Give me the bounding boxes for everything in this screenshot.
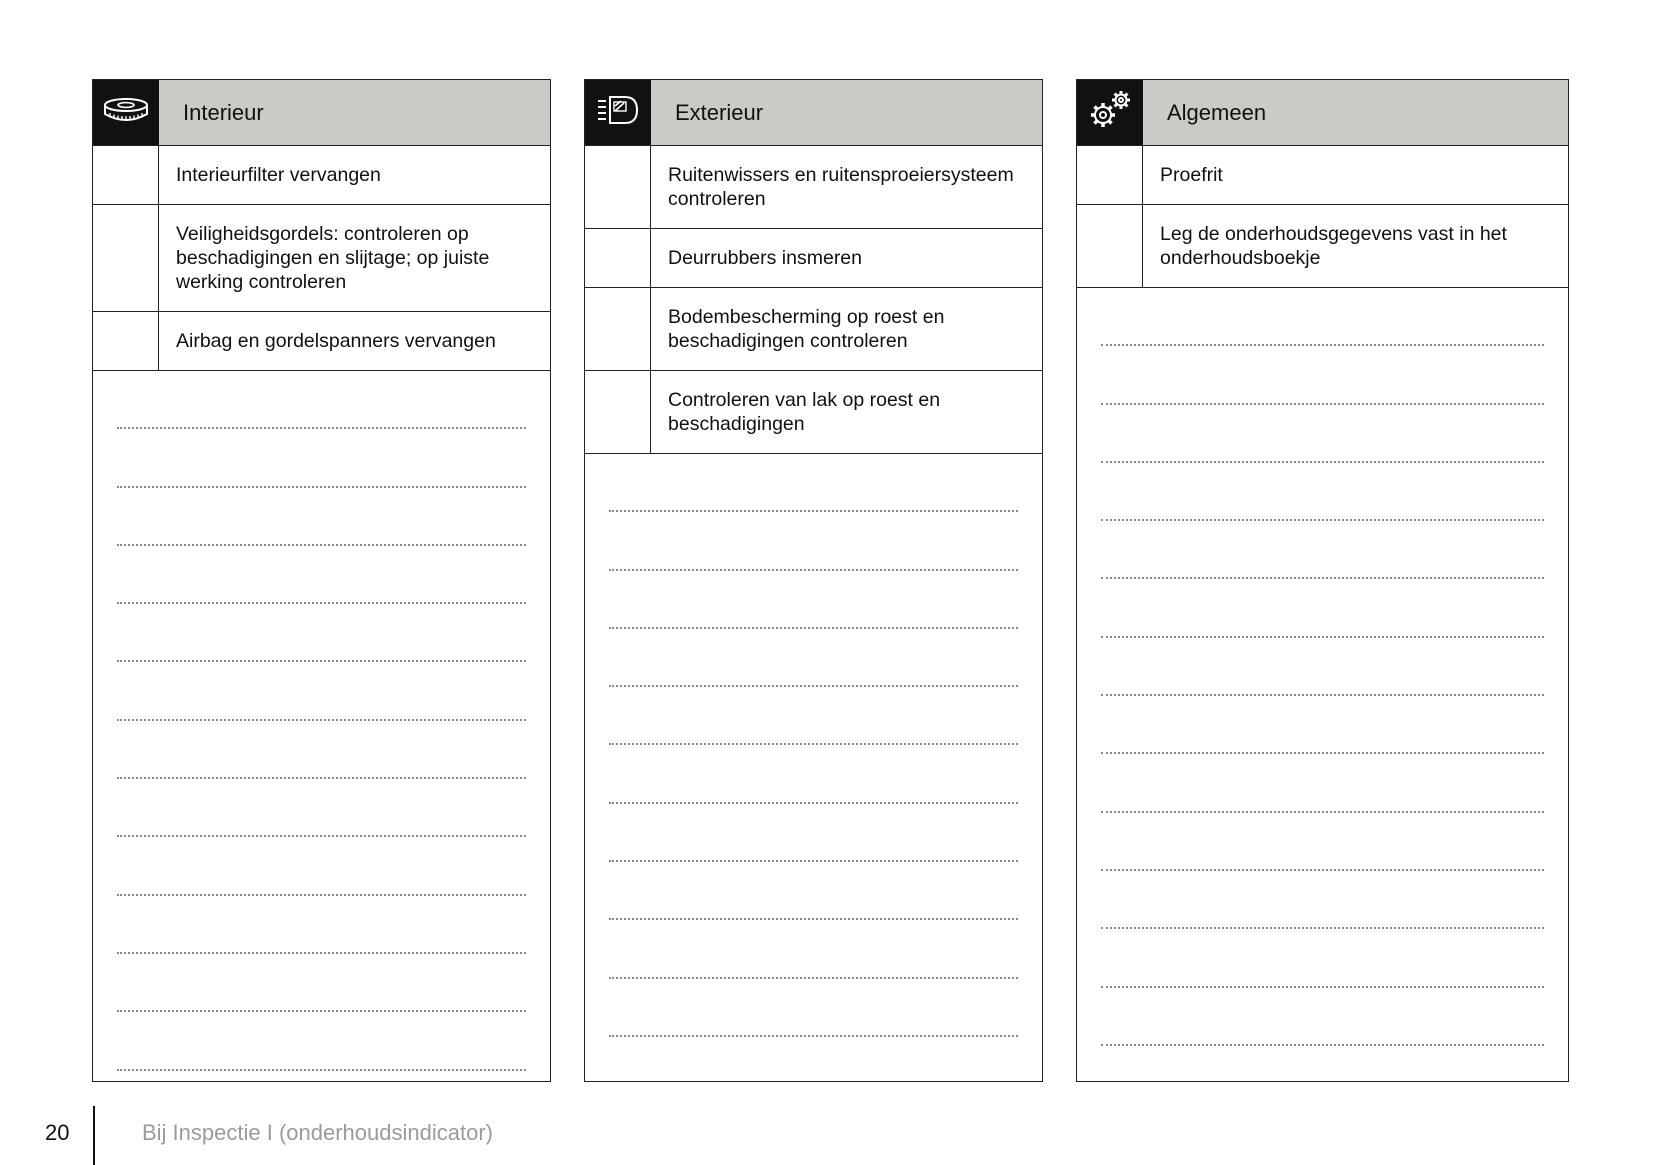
note-line[interactable] [117,896,526,954]
note-line[interactable] [1101,696,1544,754]
footer-section-title: Bij Inspectie I (onderhoudsindicator) [142,1120,493,1145]
task-row [93,146,550,205]
exterior-checklist-panel [584,79,1043,1082]
note-line[interactable] [1101,754,1544,812]
note-line[interactable] [1101,988,1544,1046]
task-label: Interieurfilter vervangen [176,164,381,186]
task-row [585,371,1042,454]
note-line[interactable] [1101,463,1544,521]
interior-checklist-panel [92,79,551,1082]
note-line[interactable] [117,546,526,604]
task-checkbox[interactable] [585,146,651,228]
footer-divider [93,1106,95,1165]
task-row [1077,146,1568,205]
note-line[interactable] [609,454,1018,512]
task-checkbox[interactable] [93,146,159,204]
note-line[interactable] [609,920,1018,978]
task-checkbox[interactable] [585,229,651,287]
note-line[interactable] [1101,288,1544,346]
exterior-panel-title: Exterieur [651,80,1042,145]
note-line[interactable] [609,629,1018,687]
page-number: 20 [45,1120,70,1145]
note-line[interactable] [117,954,526,1012]
note-line[interactable] [1101,871,1544,929]
task-label: Leg de onderhoudsgegevens vast in het onderhoudsboekje [1160,223,1507,269]
note-line[interactable] [117,371,526,429]
task-label: Airbag en gordelspanners vervangen [176,330,496,352]
note-line[interactable] [1101,521,1544,579]
page-footer [0,1106,1653,1165]
note-line[interactable] [1101,929,1544,987]
note-line[interactable] [117,488,526,546]
tire-icon [102,96,150,129]
note-line[interactable] [609,862,1018,920]
note-line[interactable] [117,1012,526,1070]
exterior-icon-cell [585,80,651,145]
note-line[interactable] [1101,813,1544,871]
task-row [585,229,1042,288]
task-row [93,312,550,371]
interior-notes-area [93,371,550,1071]
task-checkbox[interactable] [93,205,159,311]
note-line[interactable] [609,687,1018,745]
task-label: Bodembescherming op roest en beschadigingen controleren [668,306,945,352]
note-line[interactable] [1101,579,1544,637]
exterior-panel-header [585,80,1042,146]
general-panel-title: Algemeen [1143,80,1568,145]
note-line[interactable] [117,837,526,895]
note-line[interactable] [609,745,1018,803]
note-line[interactable] [117,429,526,487]
gears-icon [1086,89,1134,136]
task-row [93,205,550,312]
note-line[interactable] [1101,346,1544,404]
task-label: Deurrubbers insmeren [668,247,863,269]
task-label: Proefrit [1160,164,1223,186]
note-line[interactable] [609,512,1018,570]
exterior-notes-area [585,454,1042,1037]
headlight-icon [595,92,641,133]
task-row [585,146,1042,229]
general-checklist-panel [1076,79,1569,1082]
interior-panel-title: Interieur [159,80,550,145]
task-checkbox[interactable] [1077,146,1143,204]
task-row [1077,205,1568,288]
note-line[interactable] [117,604,526,662]
interior-panel-header [93,80,550,146]
note-line[interactable] [609,571,1018,629]
task-checkbox[interactable] [585,371,651,453]
note-line[interactable] [117,662,526,720]
note-line[interactable] [1101,638,1544,696]
task-checkbox[interactable] [93,312,159,370]
task-label: Veiligheidsgordels: controleren op beschadigingen en slijtage; op juiste werking controleren [176,223,490,293]
interior-icon-cell [93,80,159,145]
note-line[interactable] [117,779,526,837]
task-row [585,288,1042,371]
note-line[interactable] [1101,405,1544,463]
general-notes-area [1077,288,1568,1046]
task-label: Controleren van lak op roest en beschadigingen [668,389,941,435]
note-line[interactable] [609,979,1018,1037]
task-checkbox[interactable] [1077,205,1143,287]
general-panel-header [1077,80,1568,146]
general-icon-cell [1077,80,1143,145]
note-line[interactable] [609,804,1018,862]
task-label: Ruitenwissers en ruitensproeiersysteem controleren [668,164,1014,210]
note-line[interactable] [117,721,526,779]
task-checkbox[interactable] [585,288,651,370]
